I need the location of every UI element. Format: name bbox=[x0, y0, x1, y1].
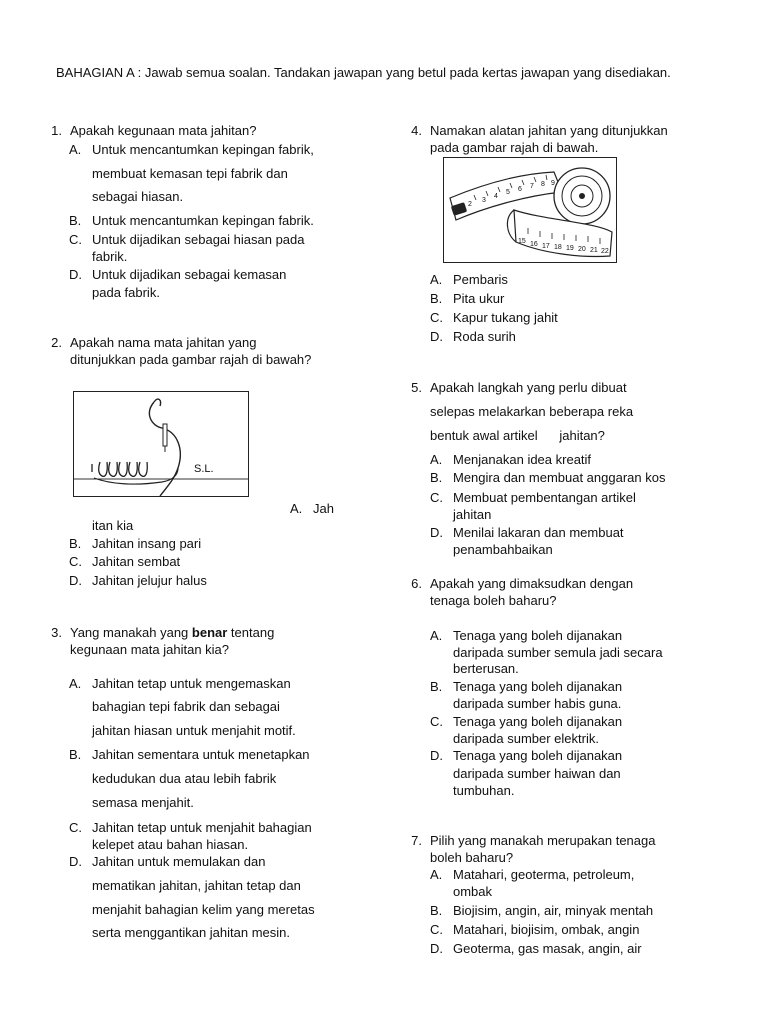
option-c-text: Tenaga yang boleh dijanakan bbox=[453, 714, 623, 729]
question-text: Apakah nama mata jahitan yang bbox=[70, 335, 257, 350]
option-a-letter[interactable]: A. bbox=[430, 628, 443, 643]
option-d-text: Untuk dijadikan sebagai kemasan bbox=[92, 267, 287, 282]
option-c-text: daripada sumber elektrik. bbox=[453, 731, 599, 746]
option-a-text: bahagian tepi fabrik dan sebagai bbox=[92, 699, 280, 714]
option-d-text: serta menggantikan jahitan mesin. bbox=[92, 925, 291, 940]
option-c-text: Matahari, biojisim, ombak, angin bbox=[453, 922, 640, 937]
question-text-end: tentang bbox=[227, 625, 275, 640]
option-a-text: Untuk mencantumkan kepingan fabrik, bbox=[92, 142, 314, 157]
question-text: Pilih yang manakah merupakan tenaga bbox=[430, 833, 656, 848]
option-b-text: daripada sumber habis guna. bbox=[453, 696, 622, 711]
tape-number: 18 bbox=[554, 244, 562, 251]
option-b-text: Tenaga yang boleh dijanakan bbox=[453, 679, 623, 694]
option-d-letter[interactable]: D. bbox=[430, 748, 443, 763]
option-a-text: sebagai hiasan. bbox=[92, 189, 184, 204]
option-b-text: Mengira dan membuat anggaran kos bbox=[453, 470, 666, 485]
tape-number: 16 bbox=[530, 241, 538, 248]
question-text: bentuk awal artikel jahitan? bbox=[430, 428, 605, 443]
option-b-text: Pita ukur bbox=[453, 291, 505, 306]
option-d-text: tumbuhan. bbox=[453, 783, 515, 798]
option-b-text: Untuk mencantumkan kepingan fabrik. bbox=[92, 213, 314, 228]
tape-number: 20 bbox=[578, 246, 586, 253]
question-text: boleh baharu? bbox=[430, 850, 514, 865]
option-d-letter[interactable]: D. bbox=[69, 573, 82, 588]
option-a-text: membuat kemasan tepi fabrik dan bbox=[92, 166, 288, 181]
tape-number: 17 bbox=[542, 243, 550, 250]
option-a-text: Jah bbox=[313, 501, 334, 516]
tape-number: 3 bbox=[482, 197, 486, 204]
question-number: 7. bbox=[411, 833, 422, 848]
question-number: 2. bbox=[51, 335, 62, 350]
option-a-letter[interactable]: A. bbox=[69, 142, 82, 157]
option-d-letter[interactable]: D. bbox=[69, 854, 82, 869]
option-a-text: Matahari, geoterma, petroleum, bbox=[453, 867, 635, 882]
option-a-text: Jahitan tetap untuk mengemaskan bbox=[92, 676, 291, 691]
stitch-label: S.L. bbox=[194, 463, 214, 475]
question-text: selepas melakarkan beberapa reka bbox=[430, 404, 634, 419]
option-d-text: Jahitan jelujur halus bbox=[92, 573, 207, 588]
option-d-letter[interactable]: D. bbox=[430, 329, 443, 344]
option-c-text: jahitan bbox=[453, 507, 492, 522]
question-number: 3. bbox=[51, 625, 62, 640]
option-a-letter[interactable]: A. bbox=[430, 272, 443, 287]
option-b-text: Biojisim, angin, air, minyak mentah bbox=[453, 903, 654, 918]
option-b-letter[interactable]: B. bbox=[430, 679, 443, 694]
stitch-illustration bbox=[74, 392, 248, 496]
question-number: 6. bbox=[411, 576, 422, 591]
measuring-tape-figure bbox=[443, 157, 617, 263]
stitch-figure bbox=[73, 391, 249, 497]
question-text: Apakah yang dimaksudkan dengan bbox=[430, 576, 634, 591]
option-a-text: Pembaris bbox=[453, 272, 508, 287]
option-d-text: Geoterma, gas masak, angin, air bbox=[453, 941, 642, 956]
question-text-emphasis: benar bbox=[191, 625, 228, 640]
option-b-letter[interactable]: B. bbox=[69, 747, 82, 762]
option-a-letter[interactable]: A. bbox=[430, 867, 443, 882]
option-d-text: Roda surih bbox=[453, 329, 516, 344]
tape-number: 9 bbox=[551, 180, 555, 187]
question-number: 4. bbox=[411, 123, 422, 138]
option-d-letter[interactable]: D. bbox=[69, 267, 82, 282]
option-c-letter[interactable]: C. bbox=[430, 714, 443, 729]
option-b-text: Jahitan sementara untuk menetapkan bbox=[92, 747, 310, 762]
option-d-text: pada fabrik. bbox=[92, 285, 160, 300]
question-text: tenaga boleh baharu? bbox=[430, 593, 557, 608]
question-text: kegunaan mata jahitan kia? bbox=[70, 642, 230, 657]
option-a-text: daripada sumber semula jadi secara bbox=[453, 645, 663, 660]
option-b-letter[interactable]: B. bbox=[69, 213, 82, 228]
option-b-letter[interactable]: B. bbox=[430, 903, 443, 918]
option-a-text: Tenaga yang boleh dijanakan bbox=[453, 628, 623, 643]
option-c-text: Jahitan tetap untuk menjahit bahagian bbox=[92, 820, 312, 835]
option-c-letter[interactable]: C. bbox=[430, 310, 443, 325]
option-b-letter[interactable]: B. bbox=[430, 291, 443, 306]
option-c-text: Untuk dijadikan sebagai hiasan pada bbox=[92, 232, 305, 247]
option-c-text: kelepet atau bahan hiasan. bbox=[92, 837, 249, 852]
question-text: Apakah kegunaan mata jahitan? bbox=[70, 123, 257, 138]
question-text: pada gambar rajah di bawah. bbox=[430, 140, 599, 155]
option-c-text: Jahitan sembat bbox=[92, 554, 181, 569]
tape-number: 19 bbox=[566, 245, 574, 252]
tape-number: 5 bbox=[506, 189, 510, 196]
question-text: Namakan alatan jahitan yang ditunjukkan bbox=[430, 123, 668, 138]
option-c-letter[interactable]: C. bbox=[69, 554, 82, 569]
section-instructions: BAHAGIAN A : Jawab semua soalan. Tandakan jawapan yang betul pada kertas jawapan yang disediakan. bbox=[56, 65, 671, 80]
tape-number: 8 bbox=[541, 181, 545, 188]
option-a-letter[interactable]: A. bbox=[430, 452, 443, 467]
tape-number: 15 bbox=[518, 238, 526, 245]
tape-number: 21 bbox=[590, 247, 598, 254]
option-b-text: Jahitan insang pari bbox=[92, 536, 202, 551]
option-c-text: fabrik. bbox=[92, 249, 128, 264]
option-c-text: Membuat pembentangan artikel bbox=[453, 490, 636, 505]
tape-number: 2 bbox=[468, 201, 472, 208]
tape-number: 4 bbox=[494, 193, 498, 200]
option-d-text: penambahbaikan bbox=[453, 542, 553, 557]
option-b-letter[interactable]: B. bbox=[430, 470, 443, 485]
option-c-letter[interactable]: C. bbox=[430, 922, 443, 937]
option-a-text: Menjanakan idea kreatif bbox=[453, 452, 592, 467]
option-d-text: Menilai lakaran dan membuat bbox=[453, 525, 624, 540]
option-b-letter[interactable]: B. bbox=[69, 536, 82, 551]
option-d-text: Jahitan untuk memulakan dan bbox=[92, 854, 266, 869]
option-c-letter[interactable]: C. bbox=[69, 820, 82, 835]
option-d-letter[interactable]: D. bbox=[430, 941, 443, 956]
option-c-letter[interactable]: C. bbox=[430, 490, 443, 505]
option-c-text: Kapur tukang jahit bbox=[453, 310, 558, 325]
tape-number: 6 bbox=[518, 186, 522, 193]
question-number: 5. bbox=[411, 380, 422, 395]
option-c-letter[interactable]: C. bbox=[69, 232, 82, 247]
question-text: Apakah langkah yang perlu dibuat bbox=[430, 380, 627, 395]
question-text bbox=[70, 624, 274, 641]
option-b-text: semasa menjahit. bbox=[92, 795, 194, 810]
option-a-letter[interactable]: A. bbox=[69, 676, 82, 691]
tape-number: 7 bbox=[530, 183, 534, 190]
question-text: ditunjukkan pada gambar rajah di bawah? bbox=[70, 352, 312, 367]
question-text-start: Yang manakah yang bbox=[70, 625, 192, 640]
question-number: 1. bbox=[51, 123, 62, 138]
option-b-text: kedudukan dua atau lebih fabrik bbox=[92, 771, 277, 786]
option-a-text: itan kia bbox=[92, 518, 134, 533]
option-d-text: menjahit bahagian kelim yang meretas bbox=[92, 902, 315, 917]
option-d-text: mematikan jahitan, jahitan tetap dan bbox=[92, 878, 301, 893]
option-a-text: ombak bbox=[453, 884, 493, 899]
option-a-text: berterusan. bbox=[453, 661, 519, 676]
tape-number: 22 bbox=[601, 248, 609, 255]
option-a-letter[interactable]: A. bbox=[290, 501, 303, 516]
option-d-text: daripada sumber haiwan dan bbox=[453, 766, 621, 781]
option-a-text: jahitan hiasan untuk menjahit motif. bbox=[92, 723, 296, 738]
option-d-letter[interactable]: D. bbox=[430, 525, 443, 540]
option-d-text: Tenaga yang boleh dijanakan bbox=[453, 748, 623, 763]
